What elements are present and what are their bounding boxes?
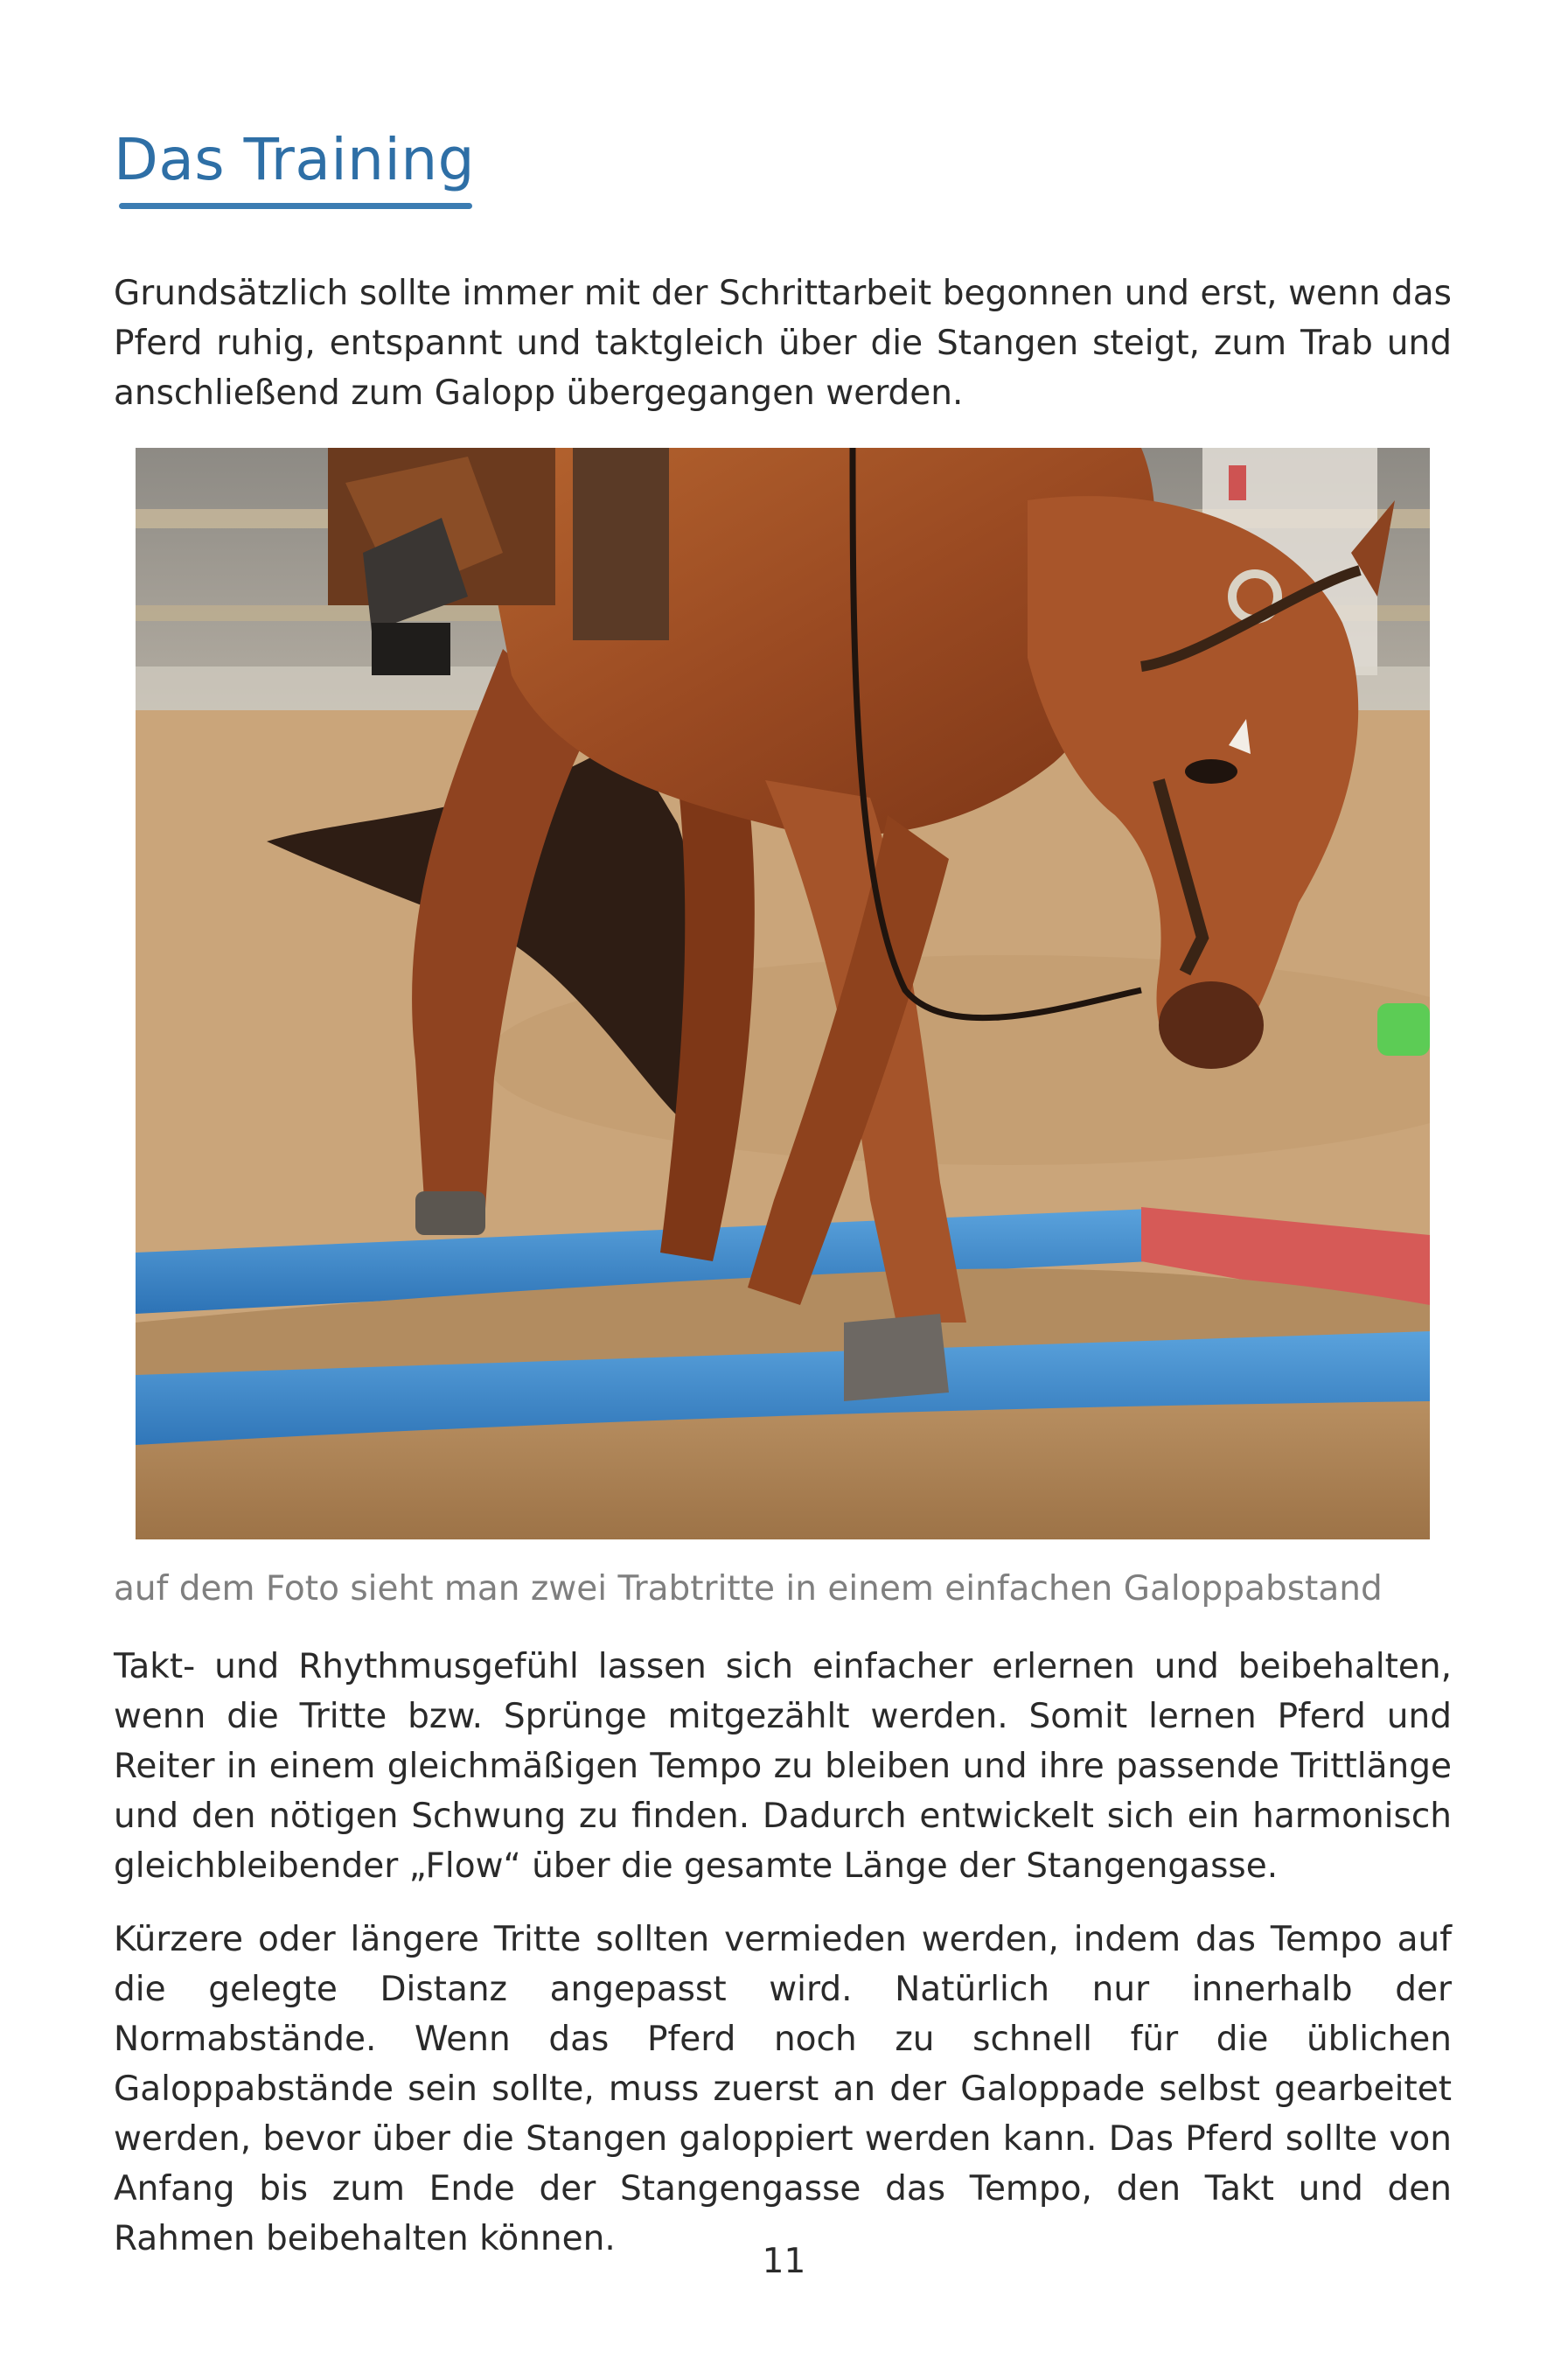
page-number: 11 bbox=[762, 2242, 806, 2281]
paragraph-intro: Grundsätzlich sollte immer mit der Schrittarbeit begonnen und erst, wenn das Pferd ruhig, entspannt und taktgleich über die Stangen steigt, zum Trab und anschließend zum Galopp übergegangen werden. bbox=[114, 274, 1452, 413]
photo-caption: auf dem Foto sieht man zwei Trabtritte in einem einfachen Galoppabstand bbox=[114, 1569, 1383, 1609]
section-heading: Das Training bbox=[114, 126, 476, 193]
paragraph-rhythm: Takt- und Rhythmusgefühl lassen sich einfacher erlernen und beibehalten, wenn die Tritte bzw. Sprünge mitgezählt werden. Somit lernen Pferd und Reiter in einem gleichmäßigen Tempo zu bleiben und ihre passende Trittlänge und den nötigen Schwung zu finden. Dadurch entwickelt sich ein harmonisch gleichbleibender „Flow“ über die gesamte Länge der Stangengasse. bbox=[114, 1647, 1452, 1886]
heading-underline bbox=[119, 203, 472, 209]
horse-photo bbox=[136, 448, 1430, 1539]
paragraph-tempo: Kürzere oder längere Tritte sollten vermieden werden, indem das Tempo auf die gelegte Distanz angepasst wird. Natürlich nur innerhalb der Normabstände. Wenn das Pferd noch zu schnell für die üblichen Galoppabstände sein sollte, muss zuerst an der Galoppade selbst gearbeitet werden, bevor über die Stangen galoppiert werden kann. Das Pferd sollte von Anfang bis zum Ende der Stangengasse das Tempo, den Takt und den Rahmen beibehalten können. bbox=[114, 1920, 1452, 2258]
